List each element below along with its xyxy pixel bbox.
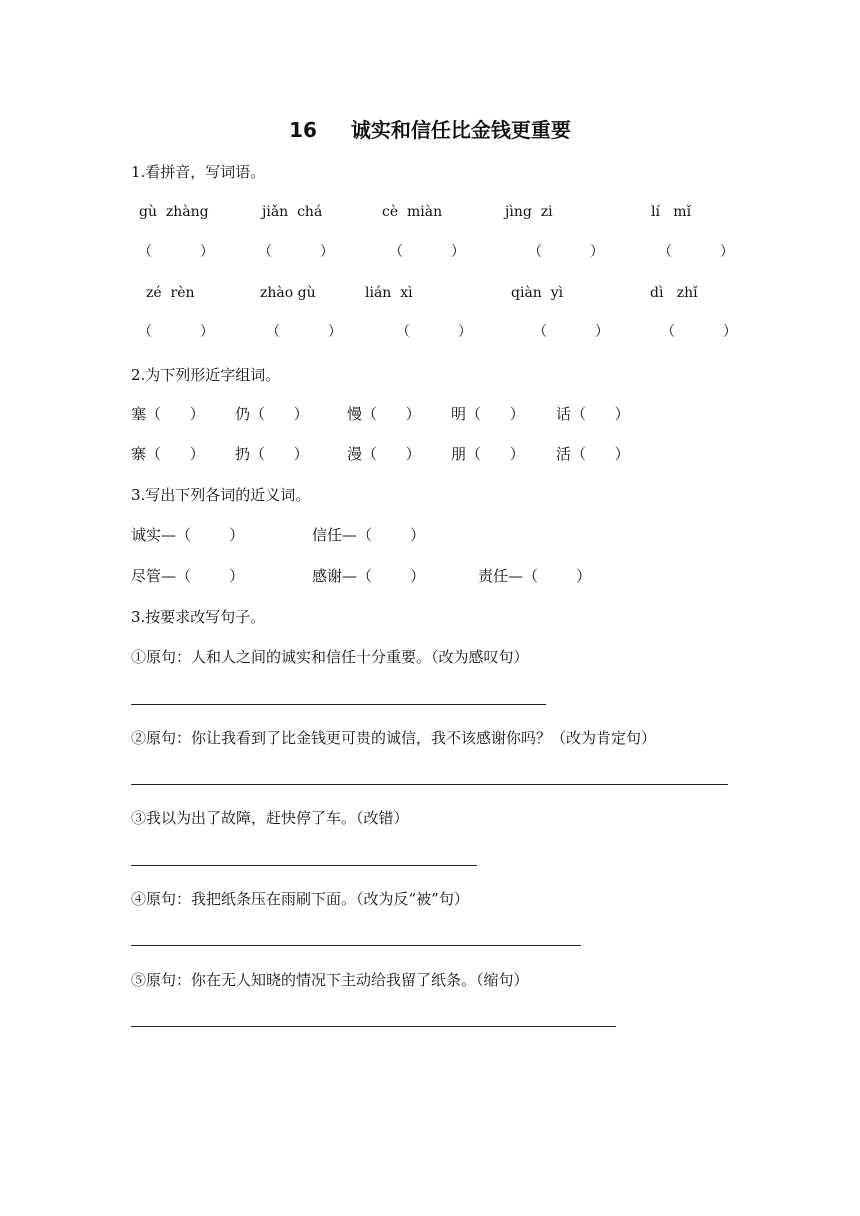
- q2-heading: 2.为下列形近字组词。: [131, 366, 281, 384]
- char-item[interactable]: 塞（ ）: [131, 405, 205, 423]
- synonym-item[interactable]: 诚实—（ ）: [131, 526, 245, 544]
- sentence-item: ③我以为出了故障，赶快停了车。（改错）: [131, 809, 409, 827]
- synonym-item[interactable]: 信任—（ ）: [312, 526, 426, 544]
- page-title: [0, 116, 860, 144]
- pinyin-item: cè miàn: [382, 204, 443, 220]
- char-item[interactable]: 朋（ ）: [451, 445, 525, 463]
- q1-heading: 1.看拼音，写词语。: [131, 163, 266, 181]
- pinyin-item: dì zhǐ: [650, 285, 698, 301]
- pinyin-item: qiàn yì: [511, 285, 564, 301]
- char-item[interactable]: 明（ ）: [451, 405, 525, 423]
- char-item[interactable]: 仍（ ）: [235, 405, 309, 423]
- synonym-item[interactable]: 尽管—（ ）: [131, 567, 245, 585]
- pinyin-item: jìng zi: [505, 204, 553, 220]
- pinyin-item: lí mǐ: [651, 204, 692, 220]
- answer-line[interactable]: [131, 945, 581, 946]
- pinyin-item: zhào gù: [260, 285, 316, 301]
- sentence-item: ⑤原句：你在无人知晓的情况下主动给我留了纸条。（缩句）: [131, 971, 529, 989]
- sentence-item: ①原句：人和人之间的诚实和信任十分重要。（改为感叹句）: [131, 648, 529, 666]
- sentence-item: ②原句：你让我看到了比金钱更可贵的诚信，我不该感谢你吗？（改为肯定句）: [131, 729, 657, 747]
- char-item[interactable]: 漫（ ）: [347, 445, 421, 463]
- q3-heading: 3.写出下列各词的近义词。: [131, 486, 311, 504]
- char-item[interactable]: 话（ ）: [556, 405, 630, 423]
- char-item[interactable]: 扔（ ）: [235, 445, 309, 463]
- synonym-item[interactable]: 感谢—（ ）: [312, 567, 426, 585]
- sentence-item: ④原句：我把纸条压在雨刷下面。（改为反“被”句）: [131, 890, 469, 908]
- answer-line[interactable]: [131, 704, 546, 705]
- synonym-item[interactable]: 责任—（ ）: [478, 567, 592, 585]
- q4-heading: 3.按要求改写句子。: [131, 608, 266, 626]
- char-item[interactable]: 寨（ ）: [131, 445, 205, 463]
- answer-line[interactable]: [131, 865, 477, 866]
- lesson-title: 诚实和信任比金钱更重要: [350, 118, 571, 142]
- pinyin-item: lián xì: [365, 285, 413, 301]
- answer-line[interactable]: [131, 784, 728, 785]
- lesson-number: 16: [289, 118, 317, 142]
- pinyin-item: gù zhàng: [139, 204, 209, 220]
- pinyin-item: jiǎn chá: [262, 204, 323, 220]
- answer-line[interactable]: [131, 1026, 616, 1027]
- char-item[interactable]: 慢（ ）: [347, 405, 421, 423]
- pinyin-item: zé rèn: [146, 285, 195, 301]
- char-item[interactable]: 活（ ）: [556, 445, 630, 463]
